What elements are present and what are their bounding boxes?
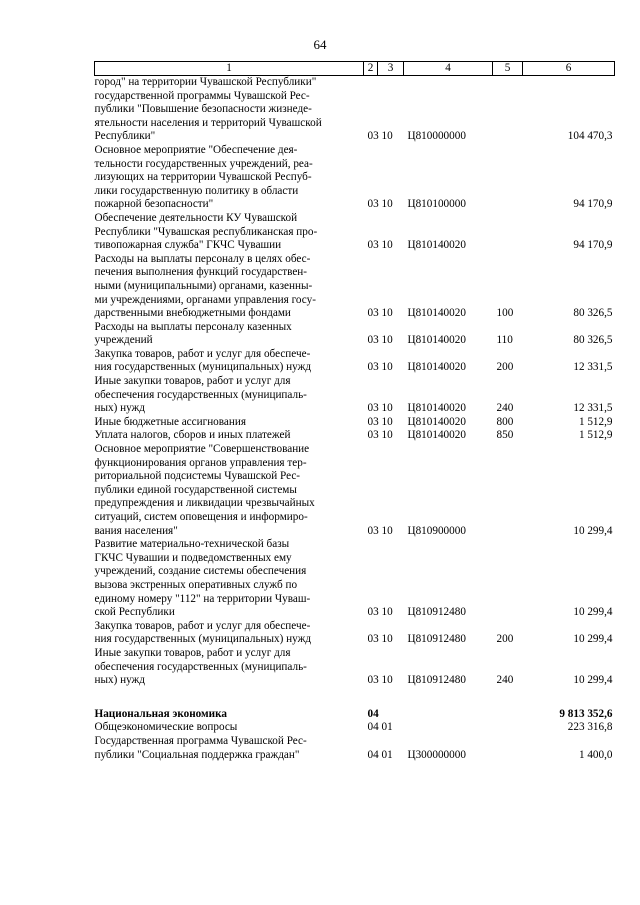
row-target-item: Ц810000000 bbox=[407, 130, 466, 143]
row-name: город" на территории Чувашской Республики" государственной программы Чувашской Рес- публики "Повышение безопасности жизнеде- ятельности населения и территорий Чувашской Республики" bbox=[94, 76, 322, 143]
row-section: 03 bbox=[367, 429, 379, 442]
row-target-item bbox=[404, 708, 493, 722]
row-subsection: 10 bbox=[381, 633, 393, 646]
row-amount: 9 813 352,6 bbox=[559, 707, 613, 720]
row-expense-type: 800 bbox=[496, 415, 514, 428]
row-expense-type: 850 bbox=[496, 429, 514, 442]
row-name: Расходы на выплаты персоналу в целях обес- печения выполнения функций государствен- ными (муниципальными) органами, казенны- ми учреждениями, органами управления госу- дарственными внебюджетными фондами bbox=[94, 252, 316, 320]
row-subsection: 10 bbox=[381, 606, 393, 619]
row-expense-type: 200 bbox=[496, 361, 514, 374]
row-target-item: Ц810140020 bbox=[407, 361, 466, 374]
row-subsection: 10 bbox=[381, 415, 393, 428]
row-subsection: 10 bbox=[381, 402, 393, 415]
spacer-cell bbox=[95, 688, 615, 708]
table-row bbox=[95, 735, 615, 762]
row-subsection: 10 bbox=[381, 130, 393, 143]
header-col-expense-type: 5 bbox=[493, 62, 523, 76]
row-expense-type bbox=[493, 144, 523, 212]
table-row bbox=[95, 721, 615, 735]
row-subsection: 10 bbox=[381, 334, 393, 347]
row-subsection: 01 bbox=[381, 748, 393, 761]
row-section: 03 bbox=[367, 334, 379, 347]
header-col-name: 1 bbox=[95, 62, 364, 76]
row-name: Развитие материально-технической базы ГКЧС Чувашии и подведомственных ему учреждений, создание системы обеспечения вызова экстренных оперативных служб по единому номеру "112" на территории Чуваш- ской Республики bbox=[94, 538, 311, 619]
row-amount: 10 299,4 bbox=[573, 606, 613, 619]
row-amount: 12 331,5 bbox=[573, 361, 613, 374]
row-expense-type bbox=[493, 538, 523, 620]
row-section: 04 bbox=[367, 748, 379, 761]
row-target-item: Ц810140020 bbox=[407, 239, 466, 252]
header-col-section: 2 bbox=[364, 62, 378, 76]
header-col-amount: 6 bbox=[523, 62, 615, 76]
row-target-item: Ц810900000 bbox=[407, 524, 466, 537]
row-section: 03 bbox=[367, 524, 379, 537]
table-row bbox=[95, 416, 615, 430]
row-name: Иные закупки товаров, работ и услуг для обеспечения государственных (муниципаль- ных) нужд bbox=[94, 646, 307, 687]
row-subsection: 10 bbox=[381, 429, 393, 442]
spacer-row bbox=[95, 688, 615, 708]
row-amount: 94 170,9 bbox=[573, 198, 613, 211]
header-col-target-item: 4 bbox=[404, 62, 493, 76]
row-section: 03 bbox=[367, 198, 379, 211]
row-amount: 80 326,5 bbox=[573, 307, 613, 320]
row-subsection: 01 bbox=[381, 721, 393, 734]
row-name: Закупка товаров, работ и услуг для обеспече- ния государственных (муниципальных) нужд bbox=[94, 347, 312, 374]
row-section: 03 bbox=[367, 606, 379, 619]
budget-table bbox=[94, 61, 615, 762]
row-name: Национальная экономика bbox=[94, 707, 227, 720]
row-subsection: 10 bbox=[381, 307, 393, 320]
row-name: Основное мероприятие "Обеспечение дея- тельности государственных учреждений, реа- лизующих на территории Чувашской Респуб- лики государственную политику в области пожарной безопасности" bbox=[94, 143, 313, 211]
row-amount: 10 299,4 bbox=[573, 524, 613, 537]
row-subsection: 10 bbox=[381, 198, 393, 211]
row-target-item: Ц300000000 bbox=[407, 748, 466, 761]
row-amount: 1 400,0 bbox=[578, 748, 613, 761]
row-name: Обеспечение деятельности КУ Чувашской Республики "Чувашская республиканская про- тивопожарная служба" ГКЧС Чувашии bbox=[94, 211, 318, 252]
header-col-subsection: 3 bbox=[378, 62, 404, 76]
row-section: 04 bbox=[367, 721, 379, 734]
row-name: Иные бюджетные ассигнования bbox=[94, 415, 246, 428]
page-number: 64 bbox=[313, 37, 327, 52]
row-expense-type bbox=[493, 708, 523, 722]
row-amount: 12 331,5 bbox=[573, 402, 613, 415]
row-section: 04 bbox=[367, 707, 379, 720]
row-expense-type: 200 bbox=[496, 633, 514, 646]
row-section: 03 bbox=[367, 674, 379, 687]
row-subsection: 10 bbox=[381, 239, 393, 252]
row-expense-type bbox=[493, 443, 523, 538]
row-amount: 10 299,4 bbox=[573, 674, 613, 687]
row-expense-type: 110 bbox=[496, 334, 513, 347]
row-target-item: Ц810140020 bbox=[407, 415, 466, 428]
row-section: 03 bbox=[367, 361, 379, 374]
row-expense-type bbox=[493, 721, 523, 735]
table-row bbox=[95, 708, 615, 722]
row-section: 03 bbox=[367, 415, 379, 428]
row-target-item: Ц810912480 bbox=[407, 606, 466, 619]
row-subsection: 10 bbox=[381, 674, 393, 687]
table-row bbox=[95, 253, 615, 321]
row-amount: 94 170,9 bbox=[573, 239, 613, 252]
table-row bbox=[95, 647, 615, 688]
table-row bbox=[95, 212, 615, 253]
table-row bbox=[95, 76, 615, 144]
row-target-item bbox=[404, 721, 493, 735]
row-amount: 80 326,5 bbox=[573, 334, 613, 347]
row-name: Основное мероприятие "Совершенствование функционирования органов управления тер- риториальной подсистемы Чувашской Рес- публики единой государственной системы предупреждения и ликвидации чрезвычайных ситуаций, систем оповещения и информиро- вания населения" bbox=[94, 443, 315, 537]
row-section: 03 bbox=[367, 633, 379, 646]
table-header bbox=[95, 62, 615, 76]
row-expense-type bbox=[493, 212, 523, 253]
table-row bbox=[95, 375, 615, 416]
row-subsection bbox=[378, 708, 404, 722]
row-subsection: 10 bbox=[381, 524, 393, 537]
header-row bbox=[95, 62, 615, 76]
table-row bbox=[95, 620, 615, 647]
row-name: Расходы на выплаты персоналу казенных учреждений bbox=[94, 320, 292, 347]
row-target-item: Ц810140020 bbox=[407, 307, 466, 320]
row-section: 03 bbox=[367, 307, 379, 320]
row-section: 03 bbox=[367, 239, 379, 252]
row-name: Иные закупки товаров, работ и услуг для обеспечения государственных (муниципаль- ных) нужд bbox=[94, 375, 307, 415]
row-expense-type: 240 bbox=[496, 674, 514, 687]
row-amount: 10 299,4 bbox=[573, 633, 613, 646]
row-amount: 1 512,9 bbox=[578, 429, 613, 442]
row-expense-type bbox=[493, 76, 523, 144]
row-subsection: 10 bbox=[381, 361, 393, 374]
row-target-item: Ц810140020 bbox=[407, 402, 466, 415]
row-expense-type: 240 bbox=[496, 402, 514, 415]
row-target-item: Ц810912480 bbox=[407, 674, 466, 687]
row-target-item: Ц810140020 bbox=[407, 334, 466, 347]
row-name: Закупка товаров, работ и услуг для обеспече- ния государственных (муниципальных) нужд bbox=[94, 619, 312, 646]
table-row bbox=[95, 538, 615, 620]
row-amount: 223 316,8 bbox=[567, 721, 613, 734]
row-name: Государственная программа Чувашской Рес- публики "Социальная поддержка граждан" bbox=[94, 734, 307, 761]
row-name: Общеэкономические вопросы bbox=[94, 721, 238, 734]
table-row bbox=[95, 443, 615, 538]
row-target-item: Ц810100000 bbox=[407, 198, 466, 211]
row-target-item: Ц810912480 bbox=[407, 633, 466, 646]
row-target-item: Ц810140020 bbox=[407, 429, 466, 442]
row-amount: 104 470,3 bbox=[567, 130, 613, 143]
table-row bbox=[95, 429, 615, 443]
row-name: Уплата налогов, сборов и иных платежей bbox=[94, 429, 291, 442]
row-expense-type bbox=[493, 735, 523, 762]
row-section: 03 bbox=[367, 130, 379, 143]
table-body bbox=[95, 76, 615, 763]
table-row bbox=[95, 348, 615, 375]
row-expense-type: 100 bbox=[496, 307, 514, 320]
row-section: 03 bbox=[367, 402, 379, 415]
table-row bbox=[95, 321, 615, 348]
row-amount: 1 512,9 bbox=[578, 415, 613, 428]
table-row bbox=[95, 144, 615, 212]
